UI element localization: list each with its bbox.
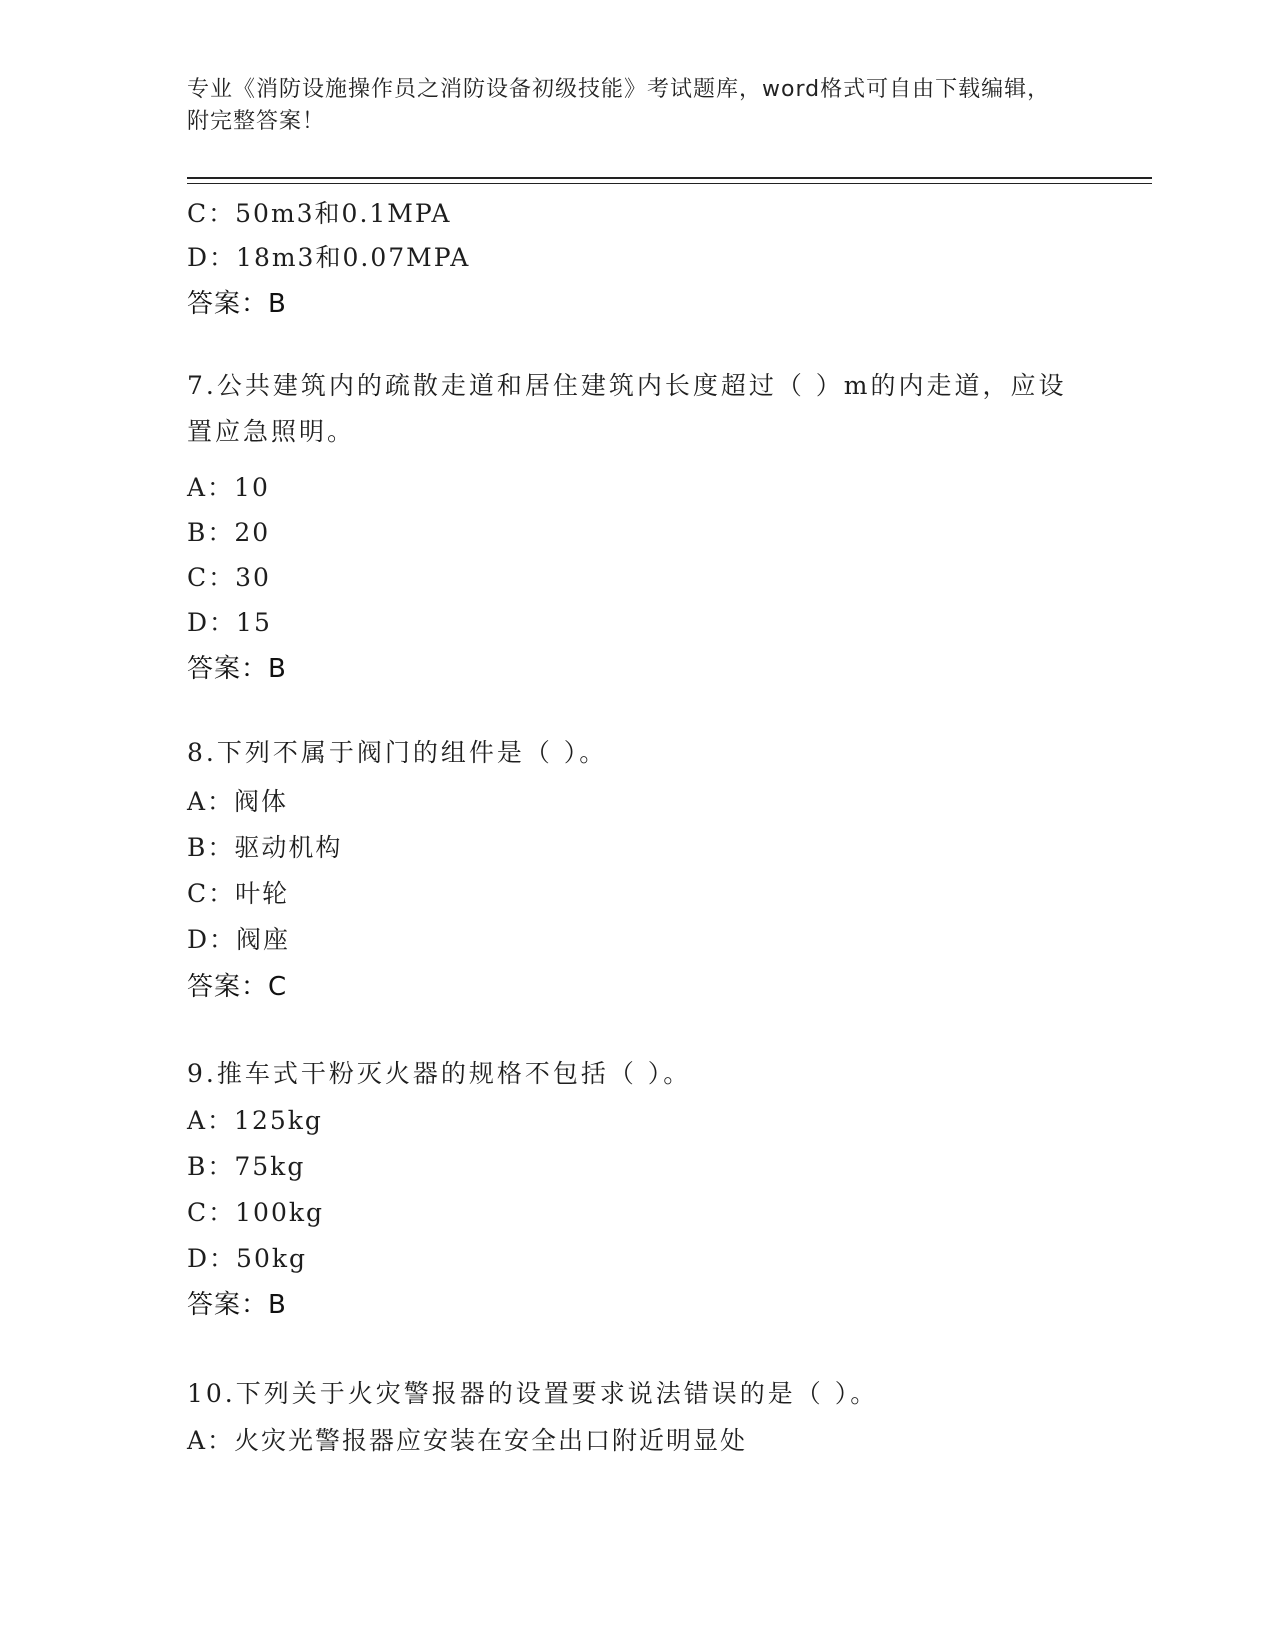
- question-stem: 7.公共建筑内的疏散走道和居住建筑内长度超过（ ）m的内走道，应设置应急照明。: [187, 371, 1067, 446]
- answer: 答案：C: [187, 972, 288, 1002]
- option-c: C：30: [187, 563, 271, 592]
- option-c: C：50m3和0.1MPA: [187, 199, 452, 228]
- document-header: 专业《消防设施操作员之消防设备初级技能》考试题库，word格式可自由下载编辑，附完整答案！: [187, 77, 1051, 134]
- option-d: D：18m3和0.07MPA: [187, 243, 471, 272]
- option-b: B：20: [187, 518, 271, 547]
- option-a: A：阀体: [187, 787, 289, 816]
- answer: 答案：B: [187, 654, 287, 684]
- answer: 答案：B: [187, 289, 287, 319]
- option-d: D：50kg: [187, 1244, 308, 1273]
- header-divider: [187, 177, 1152, 179]
- option-a: A：火灾光警报器应安装在安全出口附近明显处: [187, 1426, 748, 1455]
- question-stem: 10.下列关于火灾警报器的设置要求说法错误的是（ ）。: [187, 1379, 879, 1408]
- option-d: D：阀座: [187, 925, 291, 954]
- question-stem: 8.下列不属于阀门的组件是（ ）。: [187, 738, 608, 767]
- option-c: C：叶轮: [187, 879, 290, 908]
- option-b: B：75kg: [187, 1152, 306, 1181]
- option-a: A：10: [187, 473, 270, 502]
- answer: 答案：B: [187, 1290, 287, 1320]
- question-stem: 9.推车式干粉灭火器的规格不包括（ ）。: [187, 1059, 692, 1088]
- option-d: D：15: [187, 608, 272, 637]
- header-divider-thin: [187, 183, 1152, 184]
- option-c: C：100kg: [187, 1198, 324, 1227]
- option-b: B：驱动机构: [187, 833, 343, 862]
- option-a: A：125kg: [187, 1106, 323, 1135]
